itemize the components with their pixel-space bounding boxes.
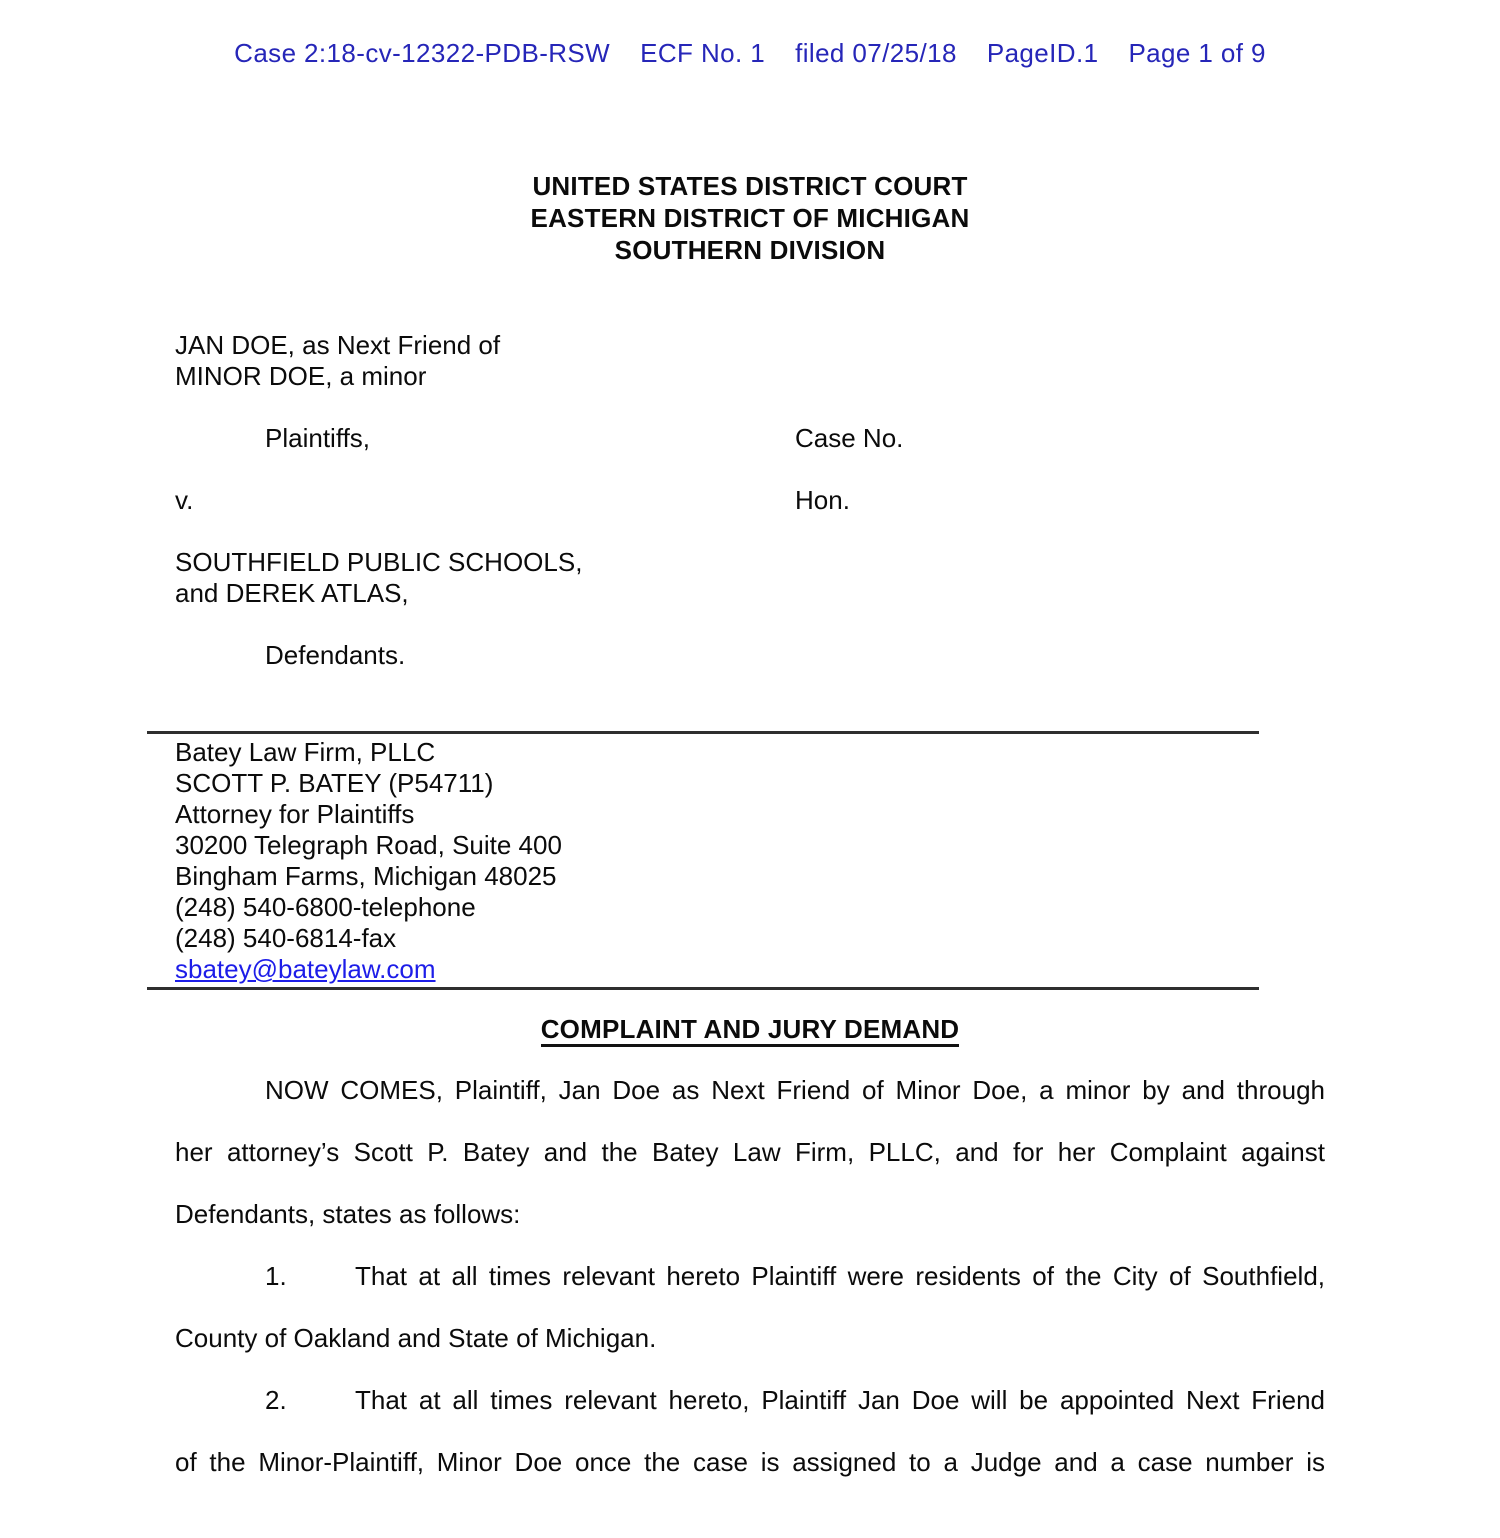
caption-spacer (175, 516, 1325, 547)
versus-row (175, 485, 1325, 516)
caption-spacer (175, 609, 1325, 640)
caption-spacer (175, 454, 1325, 485)
court-division: SOUTHERN DIVISION (614, 235, 886, 265)
plaintiffs-row (175, 423, 1325, 454)
plaintiffs-label: Plaintiffs, (265, 423, 371, 453)
complaint-body (175, 1059, 1325, 1493)
attorney-name: SCOTT P. BATEY (P54711) (175, 768, 494, 798)
stamp-page-id: PageID.1 (986, 38, 1099, 68)
paragraph-1-text: That at all times relevant hereto Plaintiff were residents of the City of Southfield, (355, 1261, 1325, 1291)
attorney-email-link[interactable]: sbatey@bateylaw.com (175, 954, 436, 984)
ecf-stamp-header (175, 38, 1325, 68)
caption-spacer (175, 392, 1325, 423)
case-no-label: Case No. (795, 423, 904, 453)
intro-paragraph-line-1: NOW COMES, Plaintiff, Jan Doe as Next Friend of Minor Doe, a minor by and through (265, 1075, 1325, 1105)
paragraph-2-line-2: of the Minor-Plaintiff, Minor Doe once the case is assigned to a Judge and a case number is (175, 1447, 1325, 1477)
stamp-filed-date: filed 07/25/18 (795, 38, 957, 68)
intro-paragraph-line-3: Defendants, states as follows: (175, 1199, 521, 1229)
attorney-phone: (248) 540-6800-telephone (175, 892, 476, 922)
paragraph-1-line-2: County of Oakland and State of Michigan. (175, 1323, 657, 1353)
plaintiff-name-line-1: JAN DOE, as Next Friend of (175, 330, 501, 360)
attorney-role: Attorney for Plaintiffs (175, 799, 415, 829)
paragraph-2-line-1 (175, 1369, 1325, 1431)
attorney-address-city: Bingham Farms, Michigan 48025 (175, 861, 557, 891)
attorney-block (175, 734, 1325, 985)
defendants-label: Defendants. (265, 640, 406, 670)
honorable-label: Hon. (795, 485, 850, 515)
court-district: EASTERN DISTRICT OF MICHIGAN (530, 203, 970, 233)
stamp-ecf-number: ECF No. 1 (640, 38, 766, 68)
stamp-case-number: Case 2:18-cv-12322-PDB-RSW (234, 38, 611, 68)
stamp-page-count: Page 1 of 9 (1128, 38, 1266, 68)
intro-paragraph-line-2: her attorney’s Scott P. Batey and the Batey Law Firm, PLLC, and for her Complaint against (175, 1137, 1325, 1167)
paragraph-2-text: That at all times relevant hereto, Plaintiff Jan Doe will be appointed Next Friend (355, 1385, 1325, 1415)
attorney-fax: (248) 540-6814-fax (175, 923, 397, 953)
court-name: UNITED STATES DISTRICT COURT (532, 171, 968, 201)
defendant-name-line-2: and DEREK ATLAS, (175, 578, 409, 608)
court-title-block (175, 170, 1325, 266)
document-page (0, 38, 1500, 1538)
versus-label: v. (175, 485, 194, 515)
document-heading (175, 1013, 1325, 1045)
defendant-name-line-1: SOUTHFIELD PUBLIC SCHOOLS, (175, 547, 583, 577)
document-heading-text: COMPLAINT AND JURY DEMAND (541, 1014, 960, 1047)
attorney-firm: Batey Law Firm, PLLC (175, 737, 436, 767)
case-caption (175, 330, 1325, 671)
attorney-block-divider-bottom (147, 987, 1259, 990)
paragraph-1-number: 1. (265, 1261, 287, 1291)
attorney-address-street: 30200 Telegraph Road, Suite 400 (175, 830, 562, 860)
paragraph-1-line-1 (175, 1245, 1325, 1307)
plaintiff-name-line-2: MINOR DOE, a minor (175, 361, 427, 391)
paragraph-2-number: 2. (265, 1385, 287, 1415)
